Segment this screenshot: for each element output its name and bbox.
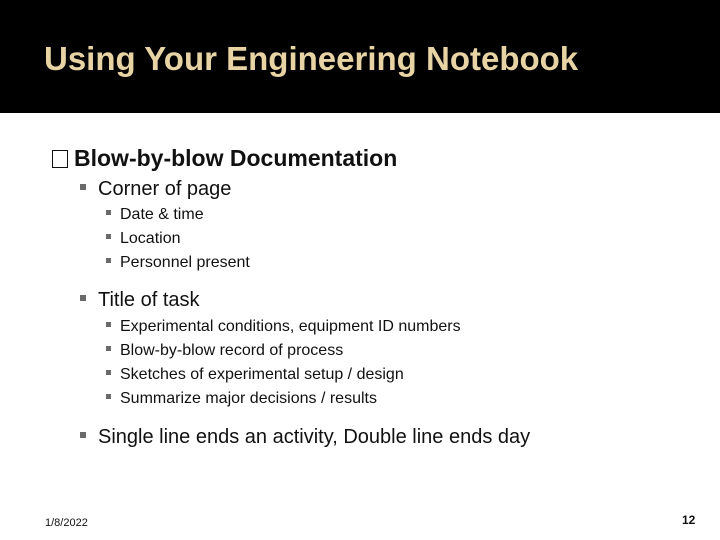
slide-title: Using Your Engineering Notebook — [44, 40, 579, 77]
sub-bullet-text: Date & time — [120, 206, 204, 223]
sub-bullet — [106, 206, 204, 224]
sub-bullet-text: Location — [120, 230, 181, 247]
square-bullet-icon — [106, 234, 111, 239]
square-bullet-icon — [80, 184, 86, 190]
sub-bullet-text: Experimental conditions, equipment ID numbers — [120, 318, 461, 335]
square-bullet-icon — [106, 210, 111, 215]
section-bullet — [80, 426, 530, 449]
square-bullet-icon — [80, 432, 86, 438]
checkbox-bullet-icon — [52, 150, 68, 168]
square-bullet-icon — [106, 394, 111, 399]
section-label: Title of task — [98, 289, 200, 311]
sub-bullet — [106, 318, 461, 336]
sub-bullet — [106, 342, 343, 360]
sub-bullet — [106, 366, 404, 384]
footer-date: 1/8/2022 — [45, 517, 88, 529]
section-label: Single line ends an activity, Double line ends day — [98, 426, 531, 448]
main-heading — [52, 145, 397, 172]
main-heading-text: Blow-by-blow Documentation — [74, 145, 398, 171]
square-bullet-icon — [80, 295, 86, 301]
sub-bullet — [106, 390, 377, 408]
sub-bullet-text: Summarize major decisions / results — [120, 390, 377, 407]
sub-bullet-text: Sketches of experimental setup / design — [120, 366, 404, 383]
section-label: Corner of page — [98, 178, 232, 200]
square-bullet-icon — [106, 370, 111, 375]
square-bullet-icon — [106, 258, 111, 263]
section-bullet — [80, 178, 231, 201]
sub-bullet-text: Personnel present — [120, 254, 250, 271]
section-bullet — [80, 289, 200, 312]
sub-bullet — [106, 254, 250, 272]
page-number: 12 — [682, 513, 696, 527]
square-bullet-icon — [106, 346, 111, 351]
sub-bullet — [106, 230, 181, 248]
square-bullet-icon — [106, 322, 111, 327]
sub-bullet-text: Blow-by-blow record of process — [120, 342, 344, 359]
